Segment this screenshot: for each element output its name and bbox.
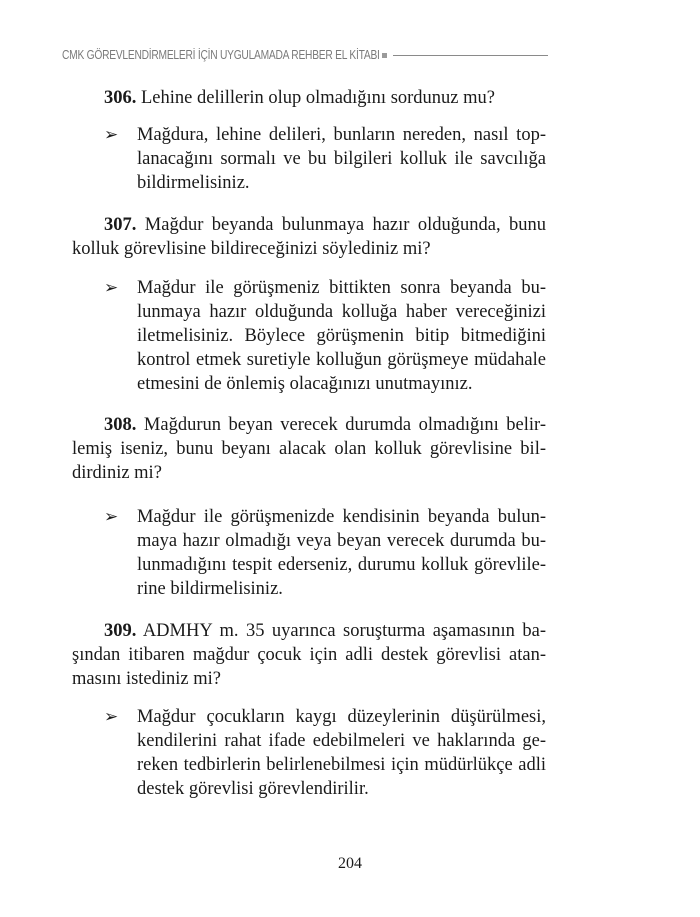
running-header bbox=[62, 45, 548, 65]
arrow-right-icon: ➢ bbox=[104, 507, 119, 526]
answer-2 bbox=[104, 276, 546, 396]
answer-4 bbox=[104, 705, 546, 801]
question-text: Mağdurun beyan verecek durumda olmadığını belir- bbox=[143, 415, 546, 435]
answer-line: lunmadığını tespit ederseniz, durumu kolluk görevlile- bbox=[137, 555, 546, 575]
question-line bbox=[72, 461, 546, 485]
arrow-right-icon: ➢ bbox=[104, 278, 119, 297]
header-rule bbox=[393, 55, 548, 56]
answer-line: rine bildirmelisiniz. bbox=[137, 579, 283, 599]
answer-line: Mağdur ile görüşmenizde kendisinin beyanda bulun- bbox=[137, 507, 546, 527]
question-line bbox=[72, 643, 546, 667]
answer-line: kendilerini rahat ifade edebilmeleri ve haklarında ge- bbox=[137, 731, 546, 751]
answer-line: lanacağını sormalı ve bu bilgileri kolluk ile savcılığa bbox=[137, 149, 546, 169]
question-text: ADMHY m. 35 uyarınca soruşturma aşamasının ba- bbox=[142, 621, 546, 641]
question-line bbox=[72, 86, 546, 110]
question-3 bbox=[72, 413, 546, 485]
answer-line: iletmelisiniz. Böylece görüşmenin bitip bitmediğini bbox=[137, 326, 546, 346]
answer-3 bbox=[104, 505, 546, 601]
question-1 bbox=[72, 86, 546, 110]
page-number: 204 bbox=[338, 855, 362, 872]
question-line bbox=[72, 213, 546, 237]
header-title: CMK GÖREVLENDİRMELERİ İÇİN UYGULAMADA REHBER EL KİTABI bbox=[62, 48, 380, 62]
question-text: dirdiniz mi? bbox=[72, 463, 162, 483]
question-text: lemiş iseniz, bunu beyanı alacak olan kolluk görevlisine bil- bbox=[72, 439, 546, 459]
question-number: 308. bbox=[104, 415, 137, 435]
question-number: 306. bbox=[104, 88, 137, 108]
arrow-right-icon: ➢ bbox=[104, 707, 119, 726]
answer-line: kontrol etmek suretiyle kolluğun görüşmeye müdahale bbox=[137, 350, 546, 370]
answer-line: Mağdura, lehine delileri, bunların nereden, nasıl top- bbox=[137, 125, 546, 145]
header-square bbox=[382, 53, 387, 58]
question-number: 309. bbox=[104, 621, 137, 641]
answer-line: etmesini de önlemiş olacağınızı unutmayınız. bbox=[137, 374, 473, 394]
answer-line: lunmaya hazır olduğunda kolluğa haber vereceğinizi bbox=[137, 302, 546, 322]
question-text: masını istediniz mi? bbox=[72, 669, 222, 689]
question-text: Mağdur beyanda bulunmaya hazır olduğunda, bunu bbox=[144, 215, 546, 235]
answer-line: bildirmelisiniz. bbox=[137, 173, 250, 193]
question-text: şından itibaren mağdur çocuk için adli destek görevlisi atan- bbox=[72, 645, 546, 665]
answer-line: Mağdur çocukların kaygı düzeylerinin düşürülmesi, bbox=[137, 707, 546, 727]
question-line bbox=[72, 667, 546, 691]
question-line bbox=[72, 237, 546, 261]
question-line bbox=[72, 437, 546, 461]
question-text: kolluk görevlisine bildireceğinizi söylediniz mi? bbox=[72, 239, 431, 259]
arrow-right-icon: ➢ bbox=[104, 125, 119, 144]
question-4 bbox=[72, 619, 546, 691]
question-number: 307. bbox=[104, 215, 137, 235]
answer-line: destek görevlisi görevlendirilir. bbox=[137, 779, 369, 799]
answer-line: maya hazır olmadığı veya beyan verecek durumda bu- bbox=[137, 531, 546, 551]
answer-1 bbox=[104, 123, 546, 195]
answer-line: Mağdur ile görüşmeniz bittikten sonra beyanda bu- bbox=[137, 278, 546, 298]
question-line bbox=[72, 413, 546, 437]
answer-line: reken tedbirlerin belirlenebilmesi için müdürlükçe adli bbox=[137, 755, 546, 775]
question-line bbox=[72, 619, 546, 643]
question-2 bbox=[72, 213, 546, 261]
question-text: Lehine delillerin olup olmadığını sordunuz mu? bbox=[141, 88, 495, 108]
